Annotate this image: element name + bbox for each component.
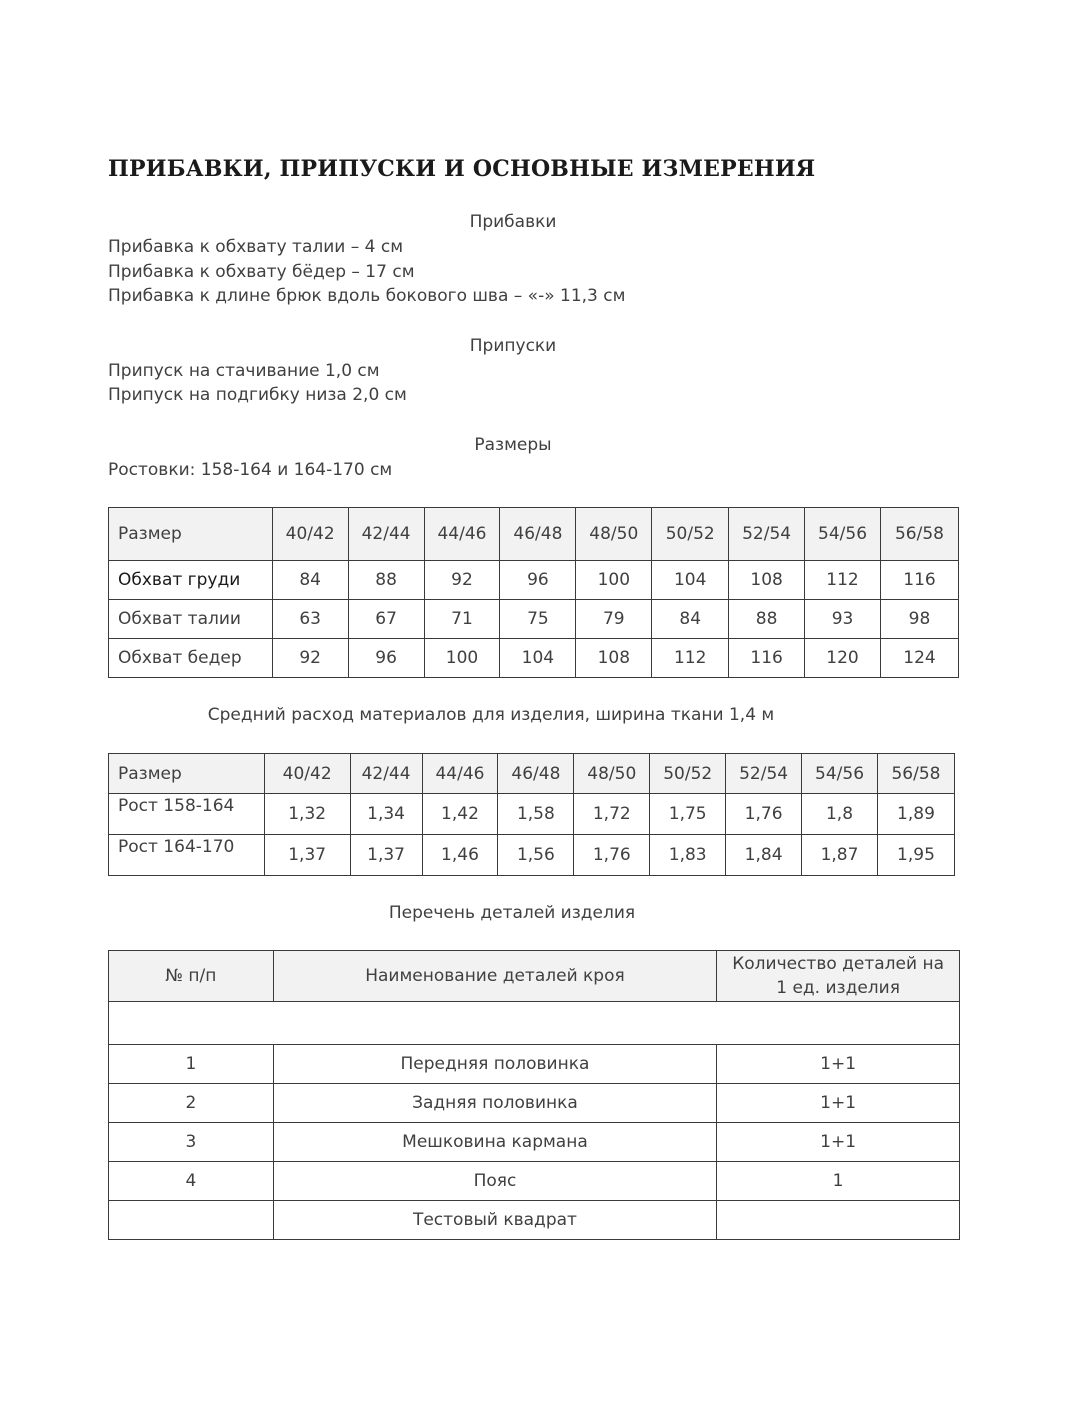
allowances-heading: Прибавки — [469, 212, 557, 232]
table-cell — [717, 1201, 960, 1240]
row-label: Обхват груди — [109, 561, 273, 600]
table-cell: 1,75 — [650, 794, 726, 835]
table-row — [109, 639, 959, 678]
table-row — [109, 835, 955, 876]
header-cell: 44/46 — [422, 754, 498, 794]
header-cell: 46/48 — [500, 508, 576, 561]
table-cell: 75 — [500, 600, 576, 639]
header-cell: 54/56 — [802, 754, 878, 794]
table-cell: 1,84 — [726, 835, 802, 876]
row-label: Обхват талии — [109, 600, 273, 639]
materials-heading: Средний расход материалов для изделия, ширина ткани 1,4 м — [207, 705, 775, 725]
table-row — [109, 1045, 960, 1084]
allowance-line: Прибавка к обхвату бёдер – 17 см — [108, 262, 415, 282]
table-cell: 108 — [576, 639, 652, 678]
heights-line: Ростовки: 158-164 и 164-170 см — [108, 460, 393, 480]
table-cell: 84 — [272, 561, 348, 600]
table-cell: 116 — [729, 639, 805, 678]
table-row — [109, 1201, 960, 1240]
table-cell: 67 — [348, 600, 424, 639]
table-cell: 1,42 — [422, 794, 498, 835]
table-cell: 79 — [576, 600, 652, 639]
header-cell: 52/54 — [729, 508, 805, 561]
table-cell: 2 — [109, 1084, 274, 1123]
page-title: ПРИБАВКИ, ПРИПУСКИ И ОСНОВНЫЕ ИЗМЕРЕНИЯ — [108, 156, 816, 182]
table-cell: 104 — [500, 639, 576, 678]
table-cell: 1,72 — [574, 794, 650, 835]
table-cell: 1,56 — [498, 835, 574, 876]
parts-table-header — [109, 951, 960, 1002]
parts-table — [108, 950, 960, 1240]
materials-table-header — [109, 754, 955, 794]
table-cell: 96 — [348, 639, 424, 678]
table-cell: 1,8 — [802, 794, 878, 835]
table-cell: 1 — [109, 1045, 274, 1084]
header-cell: 48/50 — [576, 508, 652, 561]
table-cell: 1+1 — [717, 1123, 960, 1162]
table-cell: 116 — [880, 561, 958, 600]
seams-heading: Припуски — [469, 336, 557, 356]
table-row — [109, 561, 959, 600]
header-cell: 40/42 — [272, 508, 348, 561]
header-cell: 42/44 — [348, 508, 424, 561]
table-cell: Тестовый квадрат — [273, 1201, 716, 1240]
header-cell: № п/п — [109, 951, 274, 1002]
row-label: Рост 164-170 — [109, 835, 265, 876]
table-row — [109, 1084, 960, 1123]
row-label: Обхват бедер — [109, 639, 273, 678]
table-cell: 1,37 — [350, 835, 422, 876]
table-cell: 88 — [729, 600, 805, 639]
table-cell: 1,76 — [726, 794, 802, 835]
table-row — [109, 1162, 960, 1201]
header-cell: 44/46 — [424, 508, 500, 561]
row-label: Рост 158-164 — [109, 794, 265, 835]
table-cell: 1,76 — [574, 835, 650, 876]
table-cell: 1+1 — [717, 1084, 960, 1123]
table-cell: 1,58 — [498, 794, 574, 835]
header-cell: 50/52 — [650, 754, 726, 794]
table-cell: 104 — [652, 561, 729, 600]
table-cell: 1,46 — [422, 835, 498, 876]
materials-table — [108, 753, 955, 876]
header-cell: Размер — [109, 508, 273, 561]
table-cell: 1,32 — [264, 794, 350, 835]
table-cell: 93 — [805, 600, 881, 639]
table-cell: 84 — [652, 600, 729, 639]
table-cell: 1,95 — [877, 835, 954, 876]
table-cell: 92 — [424, 561, 500, 600]
header-cell: 48/50 — [574, 754, 650, 794]
header-cell: 42/44 — [350, 754, 422, 794]
allowance-line: Прибавка к длине брюк вдоль бокового шва – «-» 11,3 см — [108, 286, 626, 306]
table-cell: 1,83 — [650, 835, 726, 876]
sizes-heading: Размеры — [474, 435, 552, 455]
table-cell: 4 — [109, 1162, 274, 1201]
table-cell: 1+1 — [717, 1045, 960, 1084]
table-row — [109, 794, 955, 835]
size-table — [108, 507, 959, 678]
header-cell: Количество деталей на 1 ед. изделия — [717, 951, 960, 1002]
table-cell: 112 — [652, 639, 729, 678]
table-cell: 100 — [424, 639, 500, 678]
table-cell: 108 — [729, 561, 805, 600]
empty-row — [109, 1002, 960, 1045]
table-row — [109, 1123, 960, 1162]
header-cell: 40/42 — [264, 754, 350, 794]
table-cell: 1,37 — [264, 835, 350, 876]
table-cell: 96 — [500, 561, 576, 600]
size-table-header — [109, 508, 959, 561]
table-cell: 1,87 — [802, 835, 878, 876]
table-cell: Задняя половинка — [273, 1084, 716, 1123]
table-cell: Передняя половинка — [273, 1045, 716, 1084]
header-cell: Наименование деталей кроя — [273, 951, 716, 1002]
table-cell: 1,34 — [350, 794, 422, 835]
table-cell: 120 — [805, 639, 881, 678]
table-cell: 63 — [272, 600, 348, 639]
header-cell: 50/52 — [652, 508, 729, 561]
allowance-line: Прибавка к обхвату талии – 4 см — [108, 237, 404, 257]
header-cell: 46/48 — [498, 754, 574, 794]
seam-line: Припуск на подгибку низа 2,0 см — [108, 385, 407, 405]
table-row — [109, 600, 959, 639]
table-cell: 124 — [880, 639, 958, 678]
table-cell: 1,89 — [877, 794, 954, 835]
table-cell: 92 — [272, 639, 348, 678]
header-cell: 56/58 — [880, 508, 958, 561]
header-cell: 56/58 — [877, 754, 954, 794]
seam-line: Припуск на стачивание 1,0 см — [108, 361, 380, 381]
table-cell: 1 — [717, 1162, 960, 1201]
header-cell: Размер — [109, 754, 265, 794]
empty-cell — [109, 1002, 960, 1045]
table-cell: 71 — [424, 600, 500, 639]
table-cell: Пояс — [273, 1162, 716, 1201]
header-cell: 54/56 — [805, 508, 881, 561]
table-cell: 100 — [576, 561, 652, 600]
parts-heading: Перечень деталей изделия — [388, 903, 636, 923]
table-cell: Мешковина кармана — [273, 1123, 716, 1162]
header-cell: 52/54 — [726, 754, 802, 794]
table-cell: 3 — [109, 1123, 274, 1162]
table-cell — [109, 1201, 274, 1240]
table-cell: 98 — [880, 600, 958, 639]
table-cell: 112 — [805, 561, 881, 600]
table-cell: 88 — [348, 561, 424, 600]
